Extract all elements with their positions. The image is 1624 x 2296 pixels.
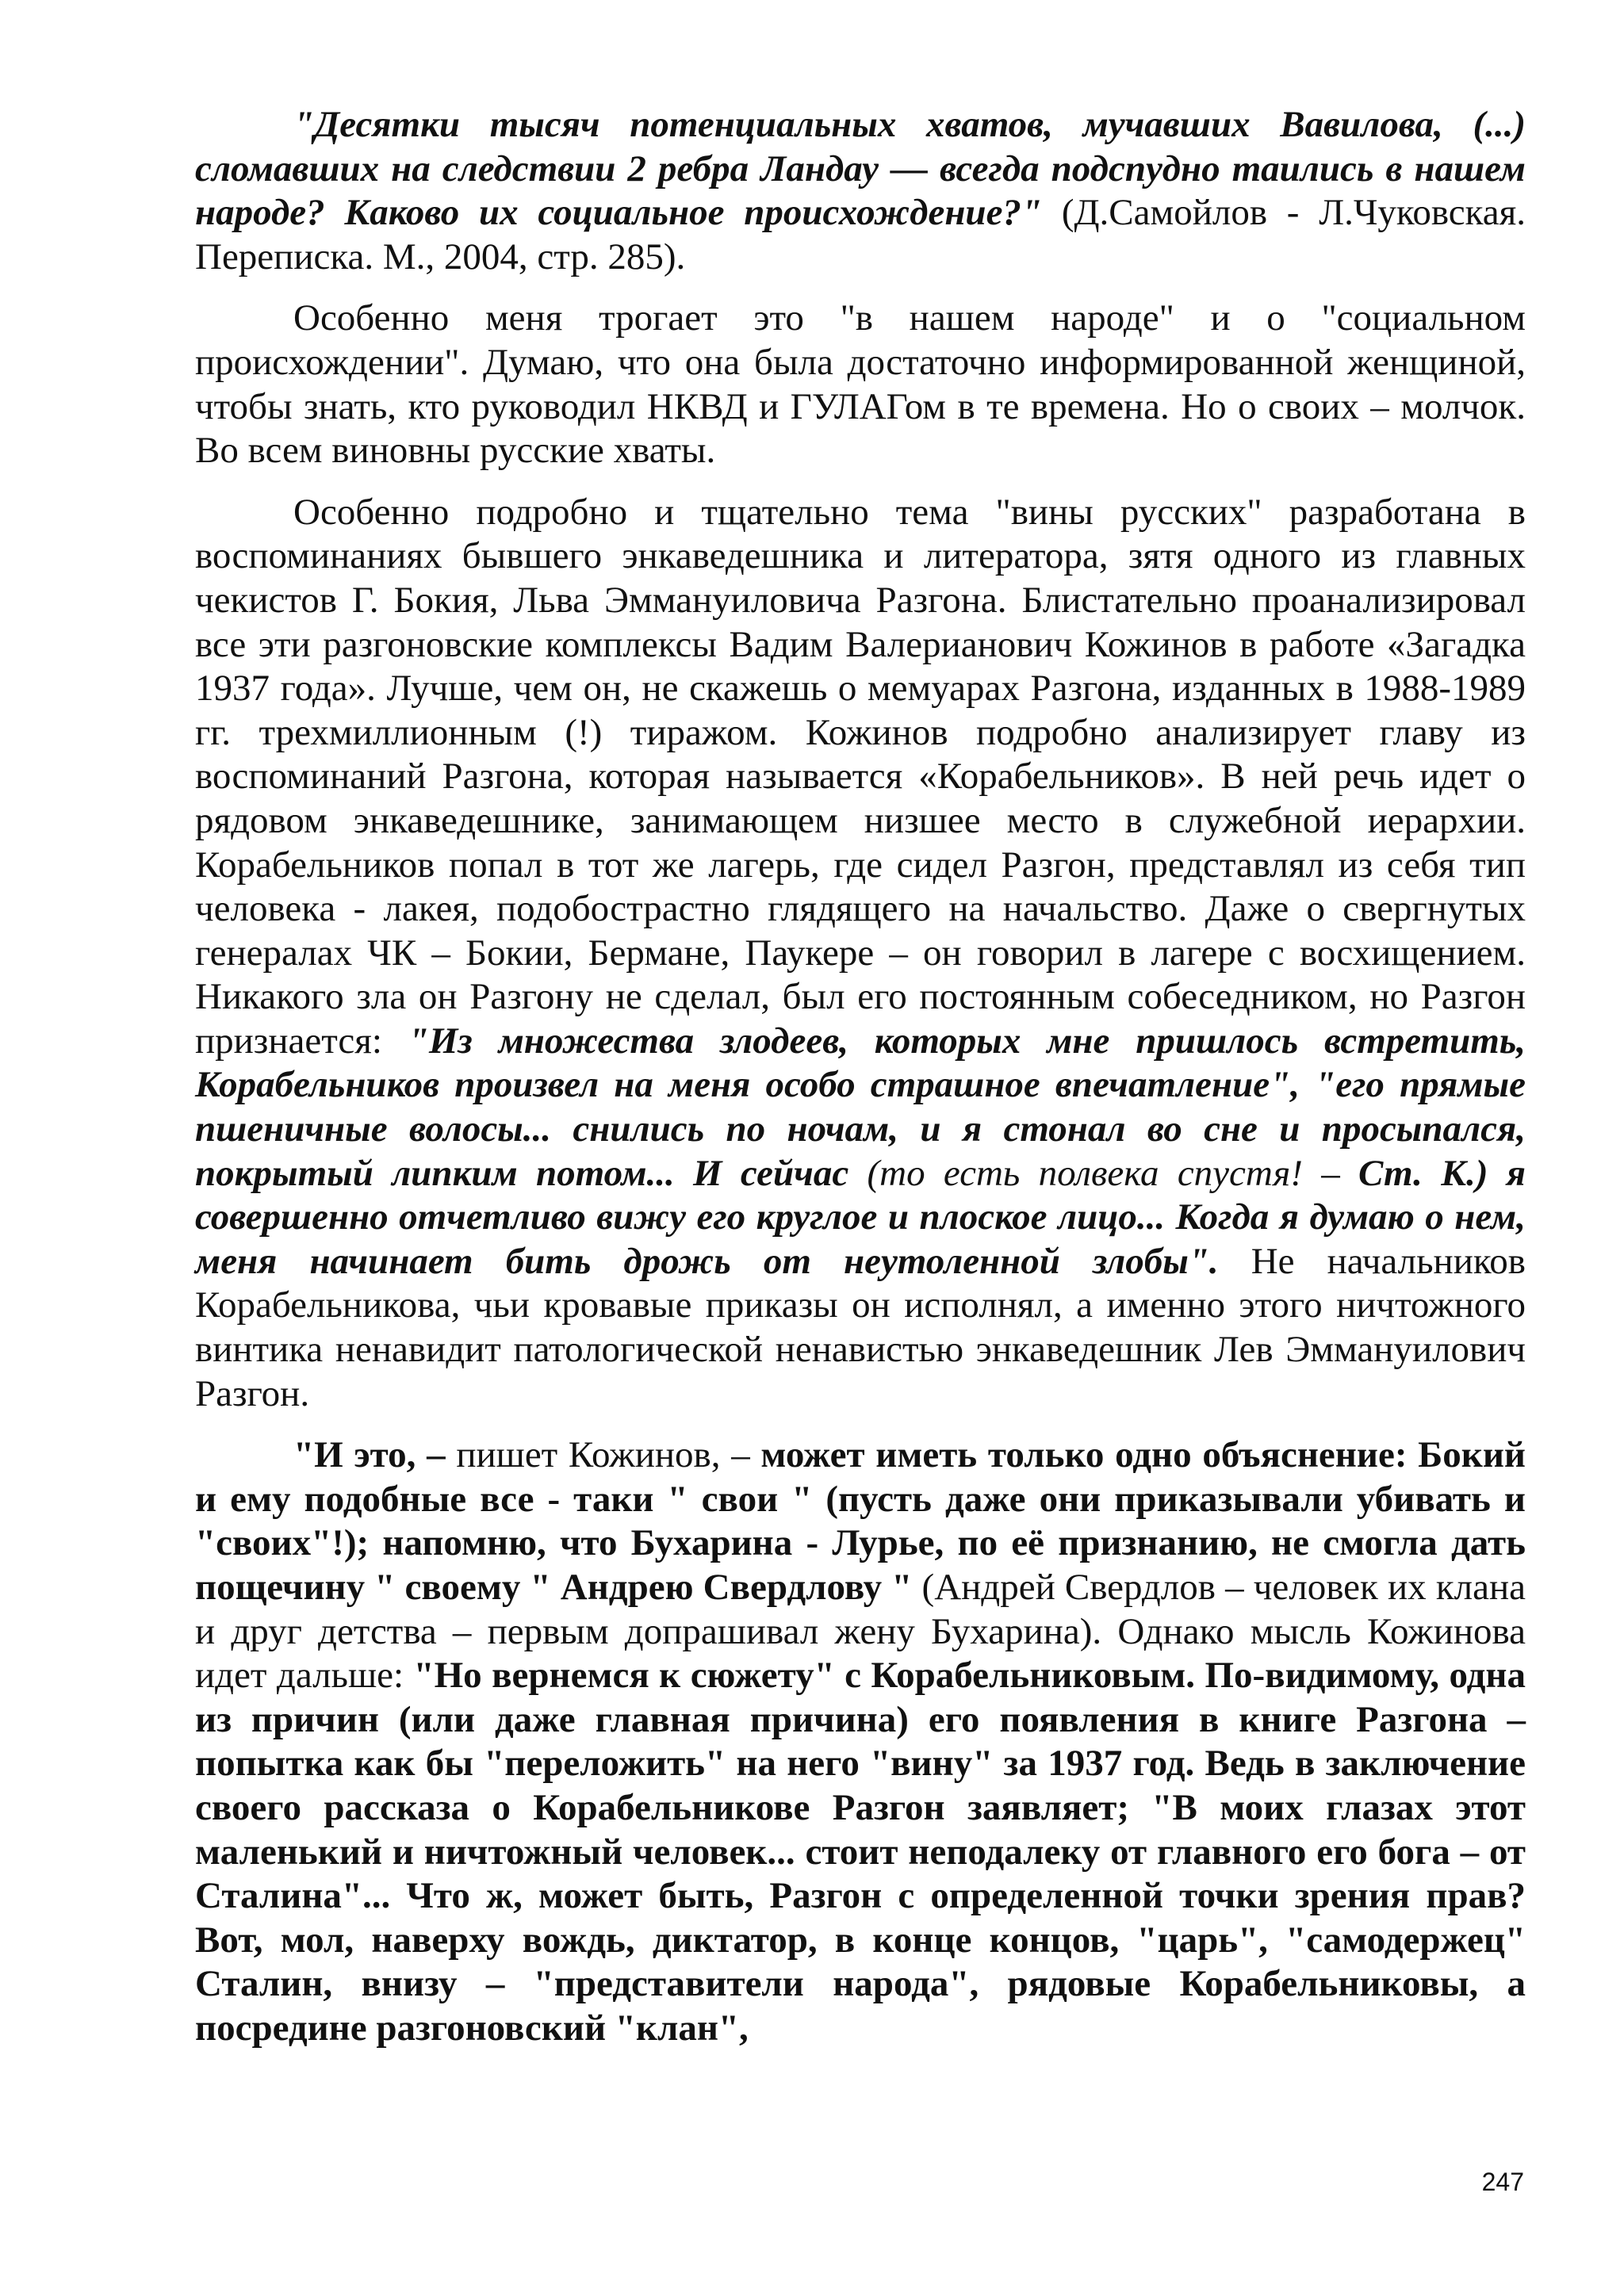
paragraph-text: Особенно подробно и тщательно тема "вины русских" разработана в воспоминаниях бывшего энкаведешника и литератора, зятя одного из главных чекистов Г. Бокия, Льва Эммануиловича Разгона. Блистательно проанализировал все эти разгоновские комплексы Вадим Валерианович Кожинов в работе «Загадка 1937 года». Лучше, чем он, не скажешь о мемуарах Разгона, изданных в 1988-1989 гг. трехмиллионным (!) тиражом. Кожинов подробно анализирует главу из воспоминаний Разгона, которая называется «Корабельников». В ней речь идет о рядовом энкаведешнике, занимающем низшее место в служебной иерархии. Корабельников попал в тот же лагерь, где сидел Разгон, представлял из себя тип человека - лакея, подобострастно глядящего на начальство. Даже о свергнутых генералах ЧК – Бокии, Бермане, Паукере – он говорил в лагере с восхищением. Никакого зла он Разгону не сделал, был его постоянным собеседником, но Разгон признается: [195, 491, 1526, 1062]
quote-kozhinov-3: "Но вернемся к сюжету" с Корабельниковым. По-видимому, одна из причин (или даже главная причина) его появления в книге Разгона – попытка как бы "переложить" на него "вину" за 1937 год. Ведь в заключение своего рассказа о Корабельникове Разгон заявляет; "В моих глазах этот маленький и ничтожный человек... стоит неподалеку от главного его бога – от Сталина"... Что ж, может быть, Разгон с определенной точки зрения прав? Вот, мол, наверху вождь, диктатор, в конце концов, "царь", "самодержец" Сталин, внизу – "представители народа", рядовые Корабельниковы, а посредине разгоновский "клан", [195, 1655, 1526, 2049]
paragraph-text: Особенно меня трогает это "в нашем народе" и о "социальном происхождении". Думаю, что она была достаточно информированной женщиной, чтобы знать, кто руководил НКВД и ГУЛАГом в те времена. Но о своих – молчок. Во всем виновны русские хваты. [195, 297, 1526, 472]
remark-sverdlov: (Андрей Свердлов – человек их клана и друг детства – первым допрашивал жену Бухарина). Однако мысль Кожинова идет дальше: [195, 1567, 1526, 1697]
paragraph-kozhinov-quote [195, 1433, 1526, 2050]
paragraph-text-end: Не начальников Корабельникова, чьи кровавые приказы он исполнял, а именно этого ничтожного винтика ненавидит патологической ненавистью энкаведешник Лев Эммануилович Разгон. [195, 1240, 1526, 1414]
quote-razgon-2: Ст. К.) я совершенно отчетливо вижу его круглое и плоское лицо... Когда я думаю о нем, меня начинает бить дрожь от неутоленной злобы". [195, 1152, 1526, 1282]
attribution-kozhinov: пишет Кожинов, – [456, 1434, 761, 1476]
paragraph-quote-samoilov [195, 103, 1526, 279]
page-body [195, 103, 1526, 2068]
quote-kozhinov-2: может иметь только одно объяснение: Бокий и ему подобные все - таки " свои " (пусть даже они приказывали убивать и "своих"!); напомню, что Бухарина - Лурье, по её признанию, не смогла дать пощечину " своему " Андрею Свердлову " [195, 1434, 1526, 1608]
citation-samoilov: (Д.Самойлов - Л.Чуковская. Переписка. М., 2004, стр. 285). [195, 192, 1526, 277]
quote-samoilov: "Десятки тысяч потенциальных хватов, мучавших Вавилова, (...) сломавших на следствии 2 ребра Ландау — всегда подспудно таились в нашем народе? Каково их социальное происхождение?" [195, 104, 1526, 234]
paragraph-razgon-memoirs [195, 491, 1526, 1416]
quote-razgon-1: "Из множества злодеев, которых мне пришлось встретить, Корабельников произвел на меня особо страшное впечатление", "его прямые пшеничные волосы... снились по ночам, и я стонал во сне и просыпался, покрытый липким потом... И сейчас [195, 1020, 1526, 1194]
quote-kozhinov-1: "И это, – [293, 1434, 457, 1476]
page-number: 247 [1481, 2168, 1524, 2196]
paragraph-social-origin [195, 297, 1526, 473]
author-remark: (то есть полвека спустя! – [848, 1152, 1359, 1194]
